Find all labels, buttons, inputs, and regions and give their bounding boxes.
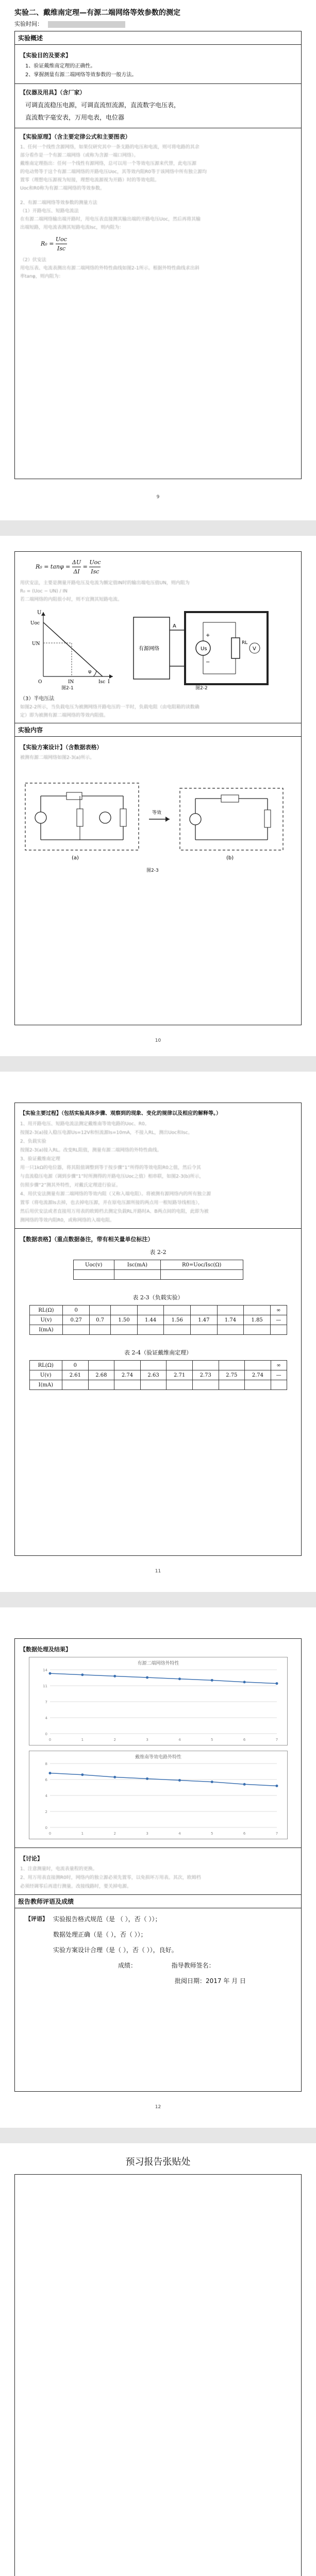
table-cell [62,1380,89,1390]
steps-text [20,1120,296,1225]
text-line: 如图2-2所示，当负载电压为被测网络开路电压的一半时，负载电阻（由电阻箱的读数确 [20,705,199,710]
table-cell: 1.50 [111,1315,138,1325]
table-header: 0 [63,1306,90,1315]
text-line: 的电动势等于这个有源二端网络的开路电压Uoc，其等效内阻R0等于该网络中所有独立源均 [20,170,207,175]
table-cell: 2.68 [88,1370,114,1380]
formula-lhs: R₀ = tanφ = [36,563,71,570]
step-line: 置零（将电流源Is去掉，也去掉电压源，并在原电压源所接的两点用一根短路导线相连）， [20,1200,203,1206]
discussion-line: 1、注意测量时，电流表量程的更换。 [20,1867,97,1872]
table-header [90,1306,111,1315]
data-point [48,1772,51,1774]
page-4 [0,1607,316,2128]
step-line: 4、用伏安法测量有源二端网络的等效内阻（又称入端电阻）。将被测有源网络内的所有独立源 [20,1192,211,1197]
table-cell [271,1380,287,1390]
table-cell: 1.47 [191,1315,218,1325]
x-tick-label: 5 [210,1832,213,1836]
table-cell: 1.44 [137,1315,164,1325]
step-line: 然后用伏安法或者直接用万用表的欧姆档去测定负载RL开路时A、B两点间的电阻，此即为被 [20,1209,209,1214]
page-title [14,7,180,18]
fig-a-label: (a) [72,855,79,861]
axis-u-label: U [37,610,42,616]
table-cell [160,1270,243,1280]
x-tick-label: 7 [275,1832,278,1836]
redacted-field [48,21,125,28]
goal-item: 1、验证戴维南定理的正确性。 [25,63,96,69]
table-header [219,1361,245,1370]
instrument-title: 【仪器及用具】（含厂家） [20,89,86,96]
discussion-title: 【讨论】 [20,1855,43,1862]
table-cell [111,1325,138,1335]
preview-title: 预习报告张贴处 [125,2157,191,2167]
table-row [29,1361,287,1370]
y-tick-label: 4 [45,1716,47,1720]
y-tick-label: 0 [45,1732,47,1736]
table-cell [191,1325,218,1335]
fig-b-label: (b) [226,855,234,861]
un-label: UN [32,641,40,647]
figure-2-1 [30,607,118,684]
text-line: 出端短路，用电流表测其短路电流Isc，则内阻为： [20,225,124,230]
formula-num: Uoc [56,235,67,244]
table-cell [114,1270,160,1280]
x-tick-label: 4 [178,1738,181,1742]
review-line: 实验方案设计合理（是（ ），否（ ）），良好。 [53,1946,178,1954]
table-cell [88,1380,114,1390]
step-line: 按图2-3(a)接入RL。改变RL阻值，测量有源二端网络的外特性曲线。 [20,1148,162,1153]
data-point [146,1676,148,1679]
table-header [217,1306,244,1315]
process-box [14,1103,302,1556]
text-line: 若二端网络的内阻很小时，则不宜测其短路电流。 [20,597,123,602]
page-3 [0,1072,316,1592]
table-cell [140,1380,167,1390]
table-cell: — [270,1315,287,1325]
table-row [29,1380,287,1390]
minus-label: − [206,659,210,665]
data-point [81,1773,84,1776]
text-line: 戴维南定理指出：任何一个线性有源网络，总可以用一个等效电压源来代替，此电压源 [20,161,197,166]
plus-label: + [206,633,210,638]
table-cell: 0.27 [63,1315,90,1325]
table-row [29,1370,287,1380]
time-label: 实验时间： [14,21,43,27]
table-cell: I(mA) [29,1380,62,1390]
text-line: 用电压表、电流表测出有源二端网络的外特性曲线如图2-1所示。根据外特性曲线求出斜 [20,266,199,271]
table2-caption: 表 2-3（负载实验） [132,1294,184,1301]
text-line [20,193,296,199]
design-title: 【实验方案设计】（含数据表格） [20,744,103,751]
table-cell: 2.61 [62,1370,89,1380]
y-tick-label: 6 [45,1778,47,1782]
data-point [146,1777,148,1780]
text-line: 用伏安法，主要是测量开路电压及电流为额定值IN时的输出端电压值UN，则内阻为 [20,581,190,586]
text-line: 在有源二端网络输出端开路时，用电压表直接测其输出端的开路电压Uoc，然后再将其输 [20,217,201,222]
formula-den: ΔI [73,568,80,575]
table-header: Isc(mA) [114,1260,160,1270]
table-cell: 2.71 [167,1370,193,1380]
table-2-3 [29,1305,287,1335]
step-line: 2、负载实验 [20,1139,46,1144]
data-point [113,1776,116,1778]
table-header [191,1306,218,1315]
page-number: 12 [155,2105,161,2110]
step-line: 3、验证戴维南定理 [20,1157,60,1162]
table1-caption: 表 2-2 [149,1249,167,1256]
data-point [178,1779,180,1782]
text-line: 率tanφ，则内阻为： [20,274,63,279]
text-line: 部分看作是一个有源二端网络（或称为含源一端口网络）。 [20,153,139,158]
table-2-2 [73,1260,243,1280]
figure-2-2 [128,607,283,689]
table-cell [217,1325,244,1335]
terminal-a-label: A [173,623,176,629]
table-header: RL(Ω) [29,1306,63,1315]
review-title: 报告教师评语及成绩 [15,1895,301,1908]
x-tick-label: 2 [113,1832,116,1836]
data-point [275,1785,278,1787]
page-number: 9 [156,495,160,500]
overview-title: 实验概述 [15,31,301,45]
table-cell [137,1325,164,1335]
table-header [114,1361,141,1370]
x-tick-label: 4 [178,1832,181,1836]
table-header [88,1361,114,1370]
table-header: RL(Ω) [29,1361,62,1370]
table-header [137,1306,164,1315]
principle-title: 【实验原理】（含主要定律公式和主要图表） [20,133,131,140]
y-tick-label: 0 [45,1826,47,1830]
content-title: 实验内容 [15,723,301,737]
table-header [244,1306,271,1315]
table3-caption: 表 2-4（验证戴维南定理） [124,1349,192,1356]
figure-2-3-svg [20,768,288,866]
table-header: R0=Uoc/Isc(Ω) [160,1260,243,1270]
step-line: 用一只1kΩ的电位器，将其阻值调整到等于按步骤“1”所得的等效电阻R0之值，然后令其 [20,1165,201,1171]
page-1 [0,0,316,520]
x-tick-label: 1 [81,1738,84,1742]
teacher-label: 指导教师签名： [171,1962,215,1969]
x-tick-label: 5 [210,1738,213,1742]
y-tick-label: 8 [45,1762,47,1766]
discussion-line: 必须经调零后再进行测量。改接线路时，要关掉电源。 [20,1884,132,1889]
chart-title: 有源二端网络外特性 [137,1661,179,1666]
rl-label: RL [242,640,248,646]
table-header [111,1306,138,1315]
table-cell: 2.74 [114,1370,141,1380]
page-2 [0,536,316,1056]
data-title: 【数据表格】（重点数据备注，带有相关量单位标注） [20,1236,154,1243]
table-header [167,1361,193,1370]
x-tick-label: 6 [243,1832,245,1836]
table-cell: 2.74 [245,1370,271,1380]
table-cell: — [271,1370,287,1380]
axis-i-label: I [108,679,110,684]
x-tick-label: 7 [275,1738,278,1742]
goal-title: 【实验目的及要求】 [20,52,71,59]
table-cell: 2.75 [219,1370,245,1380]
x-tick-label: 3 [145,1832,148,1836]
table-cell [270,1325,287,1335]
step-line: 与直流稳压电源（调到步骤“1”时所测得的开路电压Uoc之值）相串联，如图2-3(b)所示， [20,1174,204,1179]
formula-r0 [41,235,296,253]
data-point [275,1682,278,1685]
uoc-label: Uoc [30,621,40,626]
data-point [81,1673,84,1676]
results-box [14,1638,302,2092]
step-line: 仿照步骤“2”测其外特性，对戴氏定理进行验证。 [20,1183,121,1188]
table-header [140,1361,167,1370]
text-line: 置零（理想电压源视为短接，理想电流源视为开路）时的等效电阻。 [20,178,160,183]
table-header: ∞ [271,1361,287,1370]
chart-2 [29,1751,288,1839]
table-row [29,1325,287,1335]
table-cell [244,1325,271,1335]
y-tick-label: 11 [42,1684,47,1688]
meta-line [14,20,125,28]
x-tick-label: 0 [48,1832,51,1836]
table-header [164,1306,191,1315]
y-tick-label: 4 [45,1794,47,1798]
text-line: 2、有源二端网络等效参数的测量方法 [20,200,97,206]
formula-den: Isc [91,568,99,575]
origin-label: O [38,680,42,684]
source-label: Us [201,646,207,652]
x-tick-label: 1 [81,1832,84,1836]
instrument-line: 直流数字毫安表，万用电表，电位器 [25,114,125,121]
paste-area [14,2174,302,2576]
data-point [178,1677,180,1680]
formula-num: ΔU [72,558,81,567]
y-tick-label: 7 [45,1700,47,1704]
score-label: 成绩： [118,1962,137,1969]
table-cell [219,1380,245,1390]
step-line: 测网络的等效内阻R0，或称网络的入端电阻。 [20,1218,114,1223]
table-cell [90,1325,111,1335]
principle-tail [20,256,296,281]
table-row [29,1315,287,1325]
text-line: R₀ = (Uoc − UN) / IN [20,589,68,594]
table-header [245,1361,271,1370]
table-header: ∞ [270,1306,287,1315]
title-text: 实验二、戴维南定理—有源二端网络等效参数的测定 [14,9,180,17]
chart-1 [29,1657,288,1745]
table-cell: 2.63 [140,1370,167,1380]
principle-text [20,143,296,232]
step-line: 1、用开路电压、短路电流法测定戴维南等效电路的Uoc、R0。 [20,1122,149,1127]
figure-row [20,607,296,694]
formula-eq: = [82,563,88,570]
overview-box [14,31,302,479]
table-cell: 1.85 [244,1315,271,1325]
table-2-4 [29,1360,287,1390]
fig-2-2-caption: 图2-2 [195,686,208,691]
data-point [113,1675,116,1677]
table-header [192,1361,219,1370]
instrument-line: 可调直流稳压电源，可调直流恒流源，直流数字电压表， [25,101,180,109]
table-cell [245,1380,271,1390]
table-cell [167,1380,193,1390]
table-cell: U(v) [29,1315,63,1325]
page-5 [0,2143,316,2576]
x-tick-label: 2 [113,1738,116,1742]
method3-title: （3）半电压法 [20,696,55,702]
table-cell: 1.74 [217,1315,244,1325]
data-point [243,1681,245,1683]
isc-label: Isc [98,680,106,684]
review-hint: 【评语】 [25,1916,48,1922]
phi-label: φ [88,669,92,674]
formula-den: Isc [57,245,66,252]
table-cell: U(v) [29,1370,62,1380]
table-cell: 2.73 [192,1370,219,1380]
table-cell: 0.7 [90,1315,111,1325]
table-header: 0 [62,1361,89,1370]
text-line: （2）伏安法 [20,258,46,263]
principle-box-cont [14,551,302,1025]
x-tick-label: 0 [48,1738,51,1742]
figure-2-3 [20,768,296,876]
page-number: 11 [155,1569,161,1574]
y-tick-label: 2 [45,1810,47,1814]
page-number: 10 [155,1038,161,1043]
data-point [210,1781,213,1783]
proc-title: 【数据处理及结果】 [20,1646,71,1653]
formula-lhs: R₀ = [41,240,54,247]
table-cell [63,1325,90,1335]
text-line: 1、任何一个线性含源网络，如果仅研究其中一条支路的电压和电流，则可将电路的其余 [20,145,199,150]
goal-item: 2、掌握测量有源二端网络等效参数的一般方法。 [25,72,137,78]
table-row [29,1306,287,1315]
text-line: 定）即为被测有源二端网络的等效内阻值。 [20,713,109,718]
text-line: Uoc和R0称为有源二端网络的等效参数。 [20,186,105,191]
formula-tan [36,558,296,576]
table-cell: I(mA) [29,1325,63,1335]
network-label: 有源网络 [139,646,159,652]
series-line [50,1673,277,1683]
fig-2-1-caption: 图2-1 [61,686,74,691]
text-line: （1）开路电压、短路电流法 [20,209,79,214]
voltmeter-label: V [253,646,256,652]
review-line: 数据处理正确（是（ ），否（ ））； [53,1931,147,1938]
data-point [243,1783,245,1786]
steps-title: 【实验主要过程】（包括实验具体步骤、观察到的现象、变化的规律以及相应的解释等。） [20,1111,221,1116]
chart-title: 戴维南等效电路外特性 [135,1755,181,1760]
y-tick-label: 14 [42,1668,47,1672]
in-label: IN [68,680,74,684]
step-line: 按图2-3(a)接入稳压电源Us=12V和恒流源Is=10mA，不接入RL，测出Uoc和Isc。 [20,1130,193,1136]
data-point [48,1672,51,1675]
table-cell [164,1325,191,1335]
fig-2-3-caption: 图2-3 [146,868,159,873]
date-line: 批阅日期：2017 年 月 日 [175,1977,246,1985]
table-cell [114,1380,141,1390]
x-tick-label: 6 [243,1738,245,1742]
data-point [210,1679,213,1682]
x-tick-label: 3 [145,1738,148,1742]
discussion-line: 2、用万用表直接测R0时，网络内的独立源必须先置零，以免损坏万用表。其次，欧姆档 [20,1875,201,1880]
table-cell [192,1380,219,1390]
formula-num: Uoc [89,558,101,567]
table-cell [73,1270,114,1280]
review-line: 实验报告格式规范（是 （ ），否（ ））； [53,1916,161,1923]
equivalent-arrow-label: 等效 [152,810,162,816]
table-header: Uoc(v) [73,1260,114,1270]
table-cell: 1.56 [164,1315,191,1325]
design-line: 被测有源二端网络如图2-3(a)所示。 [20,755,95,760]
